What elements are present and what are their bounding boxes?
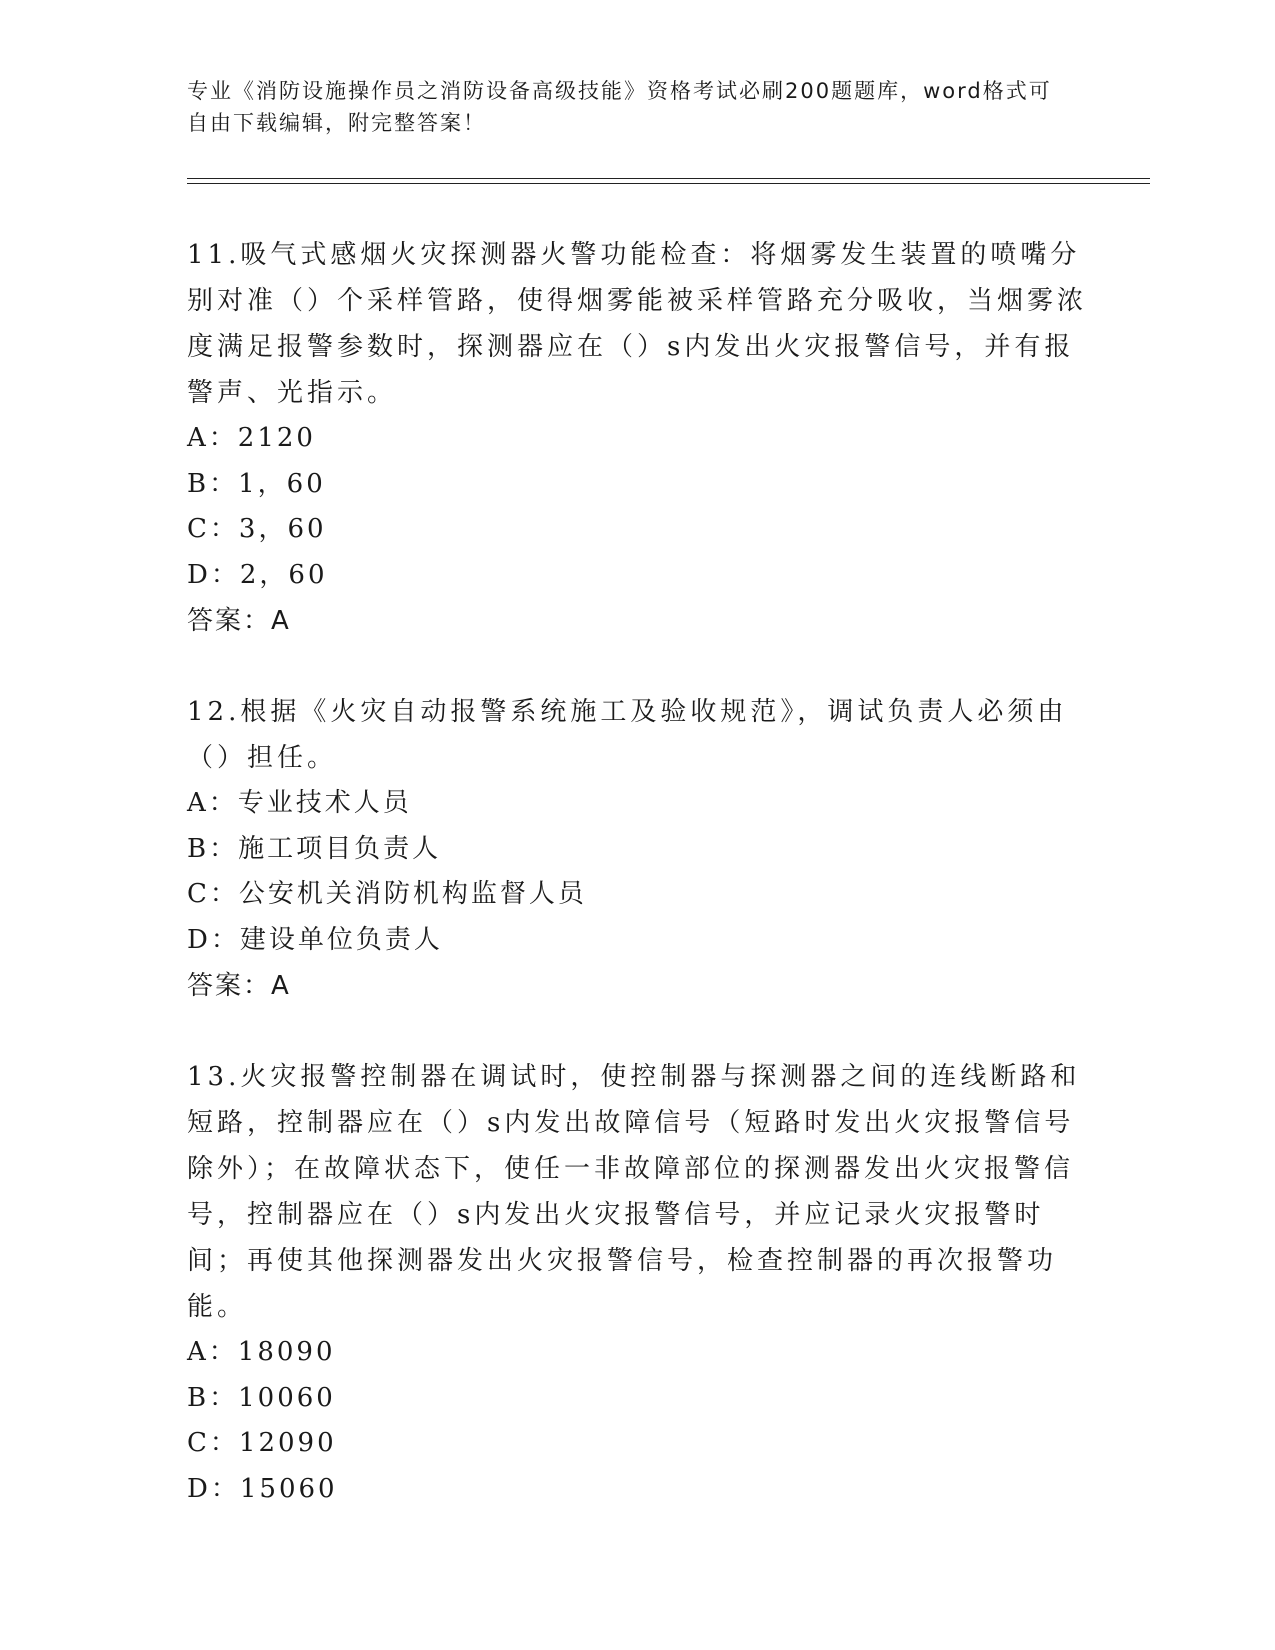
question-12 [187, 689, 1087, 1009]
option-value: 15060 [239, 1473, 338, 1504]
question-13 [187, 1054, 1087, 1512]
option-value: 2120 [237, 423, 316, 453]
option-letter: B： [187, 833, 239, 864]
option-value: 12090 [238, 1428, 337, 1458]
option-value: 18090 [237, 1337, 336, 1367]
option-value: 2，60 [239, 559, 328, 590]
question-text: 11.吸气式感烟火灾探测器火警功能检查：将烟雾发生装置的喷嘴分别对准（）个采样管路，使得烟雾能被采样管路充分吸收，当烟雾浓度满足报警参数时，探测器应在（）s内发出火灾报警信号，并有报警声、光指示。 [187, 240, 1088, 408]
option-a [187, 1330, 1087, 1376]
option-value: 1，60 [238, 468, 326, 499]
option-c [187, 872, 1087, 918]
header-divider-bottom [187, 183, 1150, 184]
option-a [187, 416, 1087, 462]
option-letter: A： [187, 423, 238, 453]
question-11 [187, 232, 1087, 644]
answer-line: 答案：A [187, 971, 291, 1001]
option-b [187, 462, 1087, 508]
option-b [187, 1376, 1087, 1422]
option-value: 10060 [238, 1382, 336, 1413]
option-value: 3，60 [238, 514, 327, 544]
option-letter: C： [187, 1428, 239, 1458]
answer-line: 答案：A [187, 606, 291, 636]
option-d [187, 1467, 1087, 1513]
option-c [187, 1421, 1087, 1467]
option-letter: D： [187, 924, 240, 955]
option-value: 建设单位负责人 [239, 924, 443, 955]
option-d [187, 553, 1087, 599]
option-letter: B： [187, 1382, 239, 1413]
option-a [187, 781, 1087, 827]
option-letter: C： [187, 879, 239, 909]
question-text: 12.根据《火灾自动报警系统施工及验收规范》，调试负责人必须由（）担任。 [187, 697, 1068, 773]
option-letter: D： [187, 1473, 240, 1504]
option-letter: A： [187, 788, 238, 818]
option-d [187, 918, 1087, 964]
document-header: 专业《消防设施操作员之消防设备高级技能》资格考试必刷200题题库，word格式可自由下载编辑，附完整答案！ [187, 79, 1052, 135]
option-value: 公安机关消防机构监督人员 [238, 879, 587, 909]
question-text: 13.火灾报警控制器在调试时，使控制器与探测器之间的连线断路和短路，控制器应在（）s内发出故障信号（短路时发出火灾报警信号除外）；在故障状态下，使任一非故障部位的探测器发出火灾报警信号，控制器应在（）s内发出火灾报警信号，并应记录火灾报警时间；再使其他探测器发出火灾报警信号，检查控制器的再次报警功能。 [187, 1062, 1081, 1322]
option-value: 施工项目负责人 [238, 833, 442, 864]
option-value: 专业技术人员 [237, 788, 412, 818]
question-list [187, 232, 1087, 1557]
option-letter: B： [187, 468, 239, 499]
option-letter: A： [187, 1337, 238, 1367]
option-letter: D： [187, 559, 240, 590]
header-divider-top [187, 178, 1150, 179]
option-c [187, 507, 1087, 553]
option-letter: C： [187, 514, 239, 544]
option-b [187, 827, 1087, 873]
